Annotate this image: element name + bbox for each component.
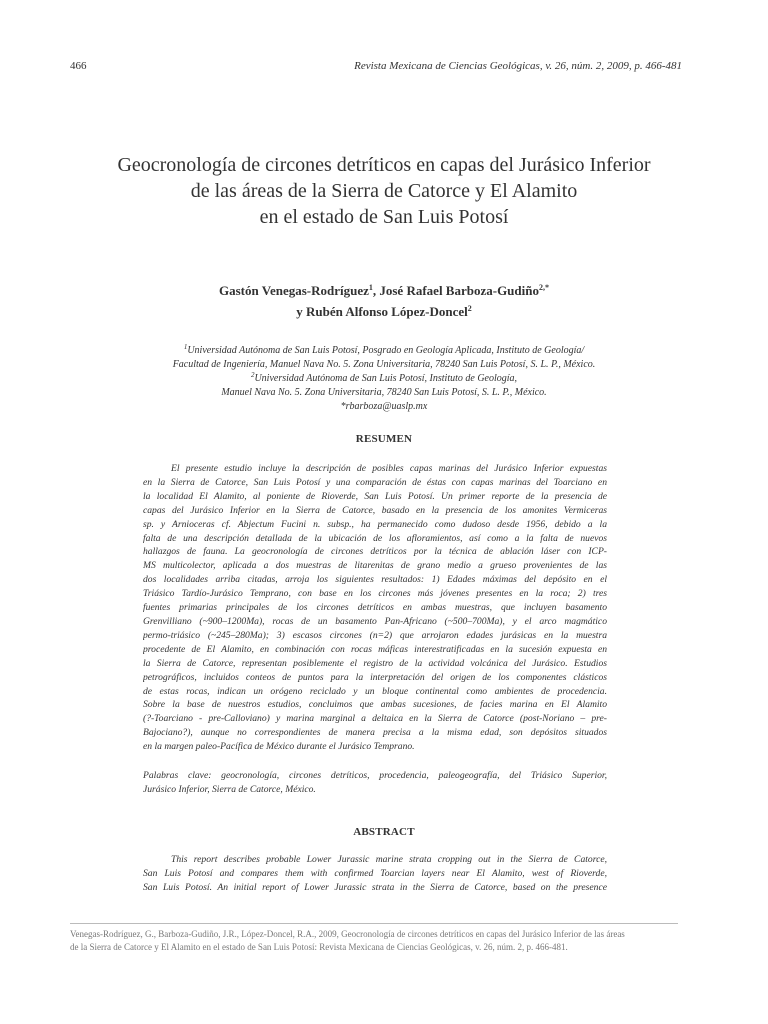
author-affiliation-mark: 2 — [467, 304, 472, 313]
affiliation-line: Manuel Nava No. 5. Zona Universitaria, 78240 San Luis Potosí, S. L. P., México. — [221, 387, 547, 398]
author-line — [60, 280, 708, 301]
text-line: en la Sierra de Catorce, San Luis Potosí y una comparación de éstas con capas marinas del Toarciano en — [143, 476, 607, 488]
title-line: Geocronología de circones detríticos en capas del Jurásico Inferior — [117, 154, 651, 176]
citation — [70, 928, 680, 954]
affiliations — [110, 344, 658, 414]
text-line: MS multicolector, aplicada a dos muestras de litarenitas de grano medio a grueso provenientes de las — [143, 560, 607, 572]
text-line: This report describes probable Lower Jurassic marine strata cropping out in the Sierra de Catorce, — [171, 854, 607, 865]
author-list — [60, 280, 708, 322]
text-line: San Luis Potosí and compares them with confirmed Toarcian layers near El Alamito, west of Rioverde, — [143, 867, 607, 879]
text-line: fuentes primarias principales de los circones detríticos en ambas muestras, que incluyen basamento — [143, 602, 607, 614]
paper-title — [60, 152, 708, 230]
citation-line: Venegas-Rodríguez, G., Barboza-Gudiño, J.R., López-Doncel, R.A., 2009, Geocronología de circones detríticos en capas del Jurásico Inferior de las áreas — [70, 929, 625, 939]
abstract-heading: ABSTRACT — [353, 826, 415, 838]
author-separator: , — [372, 283, 380, 298]
footer-divider — [70, 923, 678, 924]
text-line: la localidad El Alamito, al poniente de Rioverde, San Luis Potosí. Un primer reporte de la presencia de — [143, 490, 607, 502]
text-line: San Luis Potosí. An initial report of Lower Jurassic strata in the Sierra de Catorce, based on the presence — [143, 881, 607, 893]
text-line: (?-Toarciano - pre-Calloviano) y marina marginal a deltaica en la Sierra de Catorce (post-Noriano – pre- — [143, 713, 607, 725]
journal-header: Revista Mexicana de Ciencias Geológicas, v. 26, núm. 2, 2009, p. 466-481 — [354, 60, 682, 72]
text-line: Grenvilliano (~900–1200Ma), rocas de un basamento Pan-Africano (~500–700Ma), y el arco magmático — [143, 615, 607, 627]
author-name: Gastón Venegas-Rodríguez — [219, 283, 369, 298]
text-line: falta de una descripción detallada de la ubicación de los afloramientos, así como a la falta de nuevos — [143, 532, 607, 544]
author-line — [60, 301, 708, 322]
affiliation-line: $^1$Universidad Autónoma de San Luis Potosí, Posgrado en Geología Aplicada, Instituto de Geología/ — [183, 343, 585, 356]
citation-line: de la Sierra de Catorce y El Alamito en el estado de San Luis Potosí: Revista Mexicana de Ciencias Geológicas, v. 26, núm. 2, p. 466-481. — [70, 942, 568, 952]
author-affiliation-mark: 2,* — [539, 283, 549, 292]
text-line: la Sierra de Catorce, representan posiblemente el registro de la actividad volcánica del Jurásico. Estudios — [143, 657, 607, 669]
text-line: procedente de El Alamito, en combinación con rocas máficas interestratificadas en la sucesión expuesta en — [143, 643, 607, 655]
author-affiliation-mark: 1 — [368, 283, 373, 292]
text-line: petrográficos, incluidos conteos de puntos para la interpretación del origen de los componentes clásticos — [143, 671, 607, 683]
page-number: 466 — [70, 60, 87, 72]
affiliation-line: Facultad de Ingeniería, Manuel Nava No. 5. Zona Universitaria, 78240 San Luis Potosí, S. L. P., México. — [172, 359, 596, 370]
text-line: hallazgos de fauna. La geocronología de circones detríticos por la técnica de ablación láser con ICP- — [143, 546, 607, 558]
text-line: Palabras clave: geocronología, circones detríticos, procedencia, paleogeografía, del Triásico Superior, — [143, 770, 607, 781]
text-line: sp. y Arnioceras cf. Abjectum Fucini n. subsp., ha permanecido como dudoso desde 1956, debido a la — [143, 518, 607, 530]
corresponding-email: *rbarboza@uaslp.mx — [340, 401, 428, 412]
author-name: y Rubén Alfonso López-Doncel — [296, 304, 468, 319]
text-line: de estas rocas, indican un orógeno reciclado y un bloque continental como ambientes de procedencia. — [143, 685, 607, 697]
affiliation-line: $^2$Universidad Autónoma de San Luis Potosí, Instituto de Geología, — [250, 371, 518, 384]
resumen-text — [143, 462, 607, 754]
abstract-text — [143, 853, 607, 895]
keywords — [143, 769, 607, 797]
text-line: capas del Jurásico Inferior en la Sierra de Catorce, basado en la presencia de los amonites Vermiceras — [143, 504, 607, 516]
author-name: José Rafael Barboza-Gudiño — [379, 283, 539, 298]
affiliation-mark: 1 — [183, 343, 188, 351]
text-line: en la margen paleo-Pacífica de México durante el Jurásico Temprano. — [143, 741, 415, 753]
title-line: en el estado de San Luis Potosí — [259, 206, 509, 228]
text-line: Bajociano?), aunque no correspondientes de manera precisa a la misma edad, son depósitos situados — [143, 727, 607, 739]
affiliation-mark: 2 — [250, 371, 255, 379]
text-line: Jurásico Inferior, Sierra de Catorce, México. — [143, 783, 316, 795]
text-line: El presente estudio incluye la descripción de posibles capas marinas del Jurásico Inferior expuestas — [171, 463, 607, 474]
text-line: Sobre la base de nuestros estudios, concluimos que ambas sucesiones, de facies marina en El Alamito — [143, 699, 607, 711]
text-line: dos localidades arriba citadas, arroja los siguientes resultados: 1) Edades máximas del depósito en el — [143, 574, 607, 586]
title-line: de las áreas de la Sierra de Catorce y El Alamito — [190, 180, 578, 202]
resumen-heading: RESUMEN — [355, 433, 413, 445]
text-line: Triásico Tardío-Jurásico Temprano, con base en los circones más jóvenes presentes en la roca; 2) tres — [143, 588, 607, 600]
text-line: permo-triásico (~245–280Ma); 3) escasos circones (n=2) que arrojaron edades jurásicas en la muestra — [143, 629, 607, 641]
